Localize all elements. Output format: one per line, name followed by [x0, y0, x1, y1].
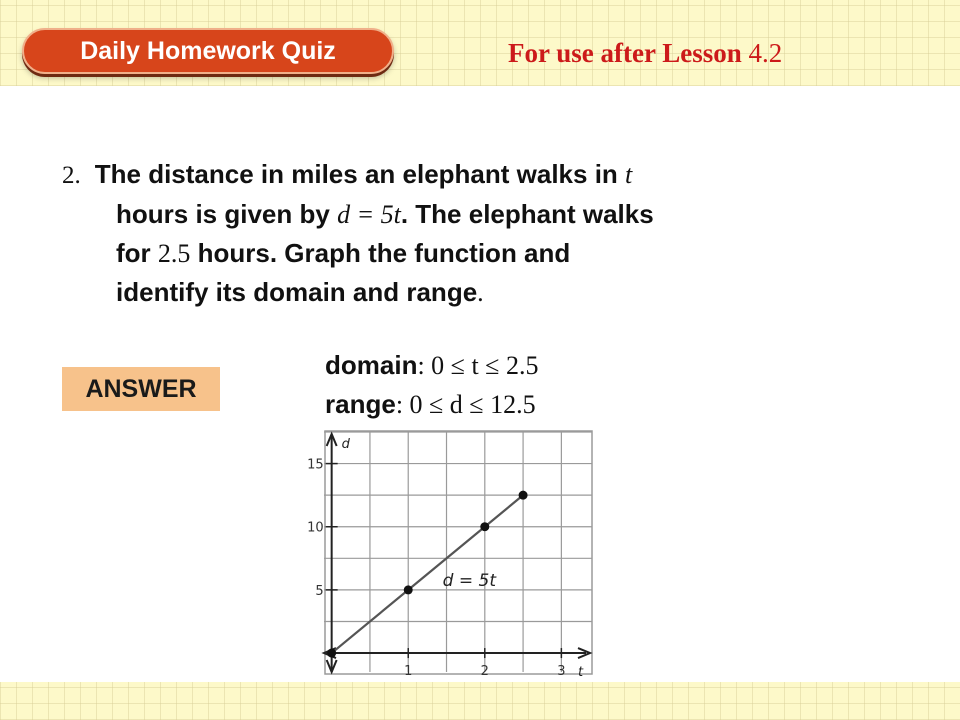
- answer-label: ANSWER: [62, 367, 220, 411]
- lesson-label: [508, 38, 782, 69]
- lesson-number: 4.2: [748, 38, 783, 68]
- problem-line-4-text: identify its domain and range: [116, 277, 478, 307]
- range-label: range: [325, 389, 396, 419]
- lesson-prefix: For use after Lesson: [508, 38, 749, 68]
- data-point: [480, 522, 489, 531]
- data-point: [404, 585, 413, 594]
- y-tick-label: 10: [307, 520, 324, 536]
- quiz-title-tab: Daily Homework Quiz: [22, 28, 394, 74]
- equation: d = 5t: [337, 200, 401, 229]
- function-graph: [307, 430, 594, 681]
- problem-line-2-text: hours is given by: [116, 199, 338, 229]
- y-axis-label: d: [341, 437, 350, 452]
- x-tick-label: 3: [557, 664, 566, 680]
- problem-line-2: [62, 195, 802, 234]
- hours-value: 2.5: [157, 239, 191, 268]
- problem-line-1: [62, 155, 802, 195]
- x-tick-label: 2: [480, 664, 489, 680]
- problem-text: [62, 155, 802, 312]
- problem-line-3: [62, 234, 802, 273]
- graph-border: [325, 431, 592, 674]
- answer-text: [325, 346, 538, 424]
- footer-band: [0, 682, 960, 720]
- domain-label: domain: [325, 350, 418, 380]
- problem-line-1-text: The distance in miles an elephant walks in: [94, 159, 626, 189]
- problem-period: .: [477, 278, 484, 307]
- range-value: : 0 ≤ d ≤ 12.5: [395, 390, 536, 419]
- x-tick-label: 1: [404, 664, 413, 680]
- y-tick-label: 15: [307, 457, 324, 473]
- problem-number: 2.: [62, 162, 81, 189]
- data-point: [327, 649, 336, 658]
- domain-line: [325, 346, 538, 385]
- data-point: [519, 491, 528, 500]
- domain-value: : 0 ≤ t ≤ 2.5: [417, 351, 539, 380]
- problem-line-4: [62, 273, 802, 312]
- range-line: [325, 385, 538, 424]
- x-axis-label: t: [578, 665, 584, 681]
- problem-line-3-rest: hours. Graph the function and: [190, 238, 571, 268]
- problem-line-2-rest: . The elephant walks: [400, 199, 654, 229]
- equation-annotation: d = 5t: [442, 571, 497, 592]
- variable-t: t: [625, 160, 633, 189]
- problem-line-3-text: for: [116, 238, 158, 268]
- y-tick-label: 5: [315, 583, 324, 599]
